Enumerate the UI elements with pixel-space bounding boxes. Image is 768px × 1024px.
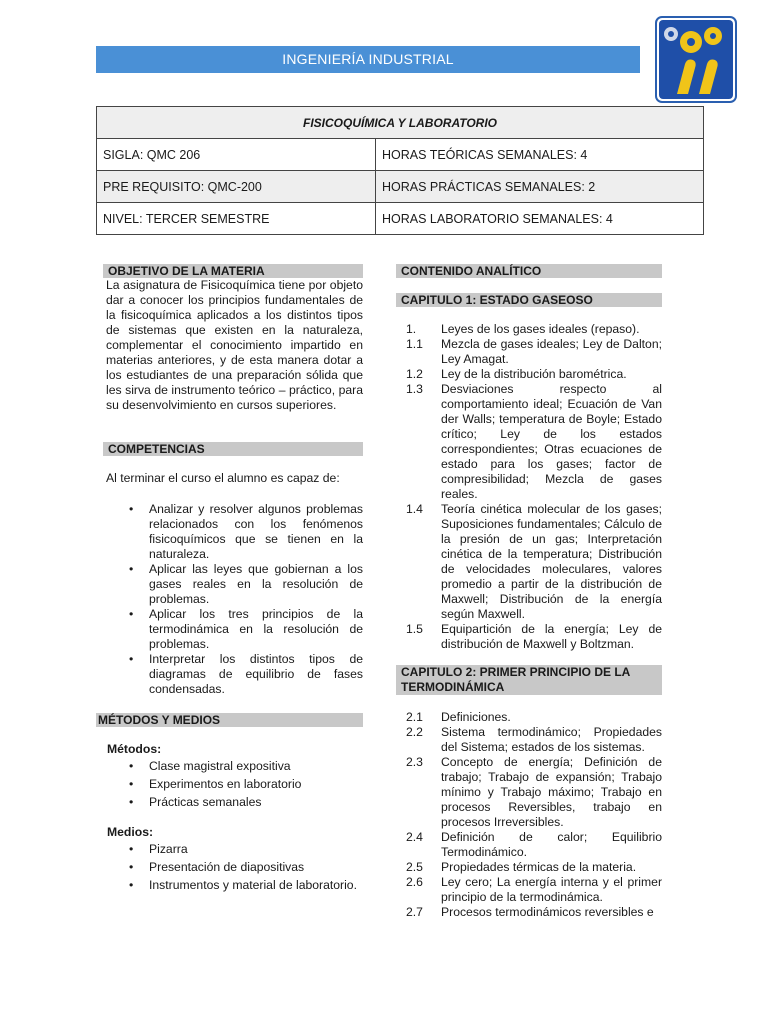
list-item: 1.1 Mezcla de gases ideales; Ley de Dalton; Ley Amagat. (406, 337, 662, 366)
list-item: • Prácticas semanales (103, 793, 363, 811)
list-item: 2.5 Propiedades térmicas de la materia. (406, 860, 637, 874)
list-item: 2.1 Definiciones. (406, 710, 511, 724)
list-item: 2.7 Procesos termodinámicos reversibles e (406, 905, 654, 919)
list-item: 1.2 Ley de la distribución barométrica. (406, 367, 627, 381)
list-item: • Presentación de diapositivas (103, 858, 363, 876)
cap1-list (396, 322, 662, 652)
list-item: 1.3 Desviaciones respecto al comportamiento ideal; Ecuación de Van der Walls; temperatura de Boyle; Estado crítico; Ley de los estados correspondientes; Otras ecuaciones de estado para los gases; factor de compresibilidad; Mezcla de gases reales. (406, 382, 662, 501)
list-item: • Experimentos en laboratorio (103, 775, 363, 793)
competencias-list (103, 502, 363, 697)
list-item: 1.5 Equipartición de la energía; Ley de distribución de Maxwell y Boltzman. (406, 622, 662, 651)
metodos-section (96, 713, 363, 894)
list-item: 2.4 Definición de calor; Equilibrio Termodinámico. (406, 830, 662, 859)
metodos-heading: MÉTODOS Y MEDIOS (96, 713, 363, 727)
table-cell: NIVEL: TERCER SEMESTRE (97, 203, 376, 235)
table-cell: PRE REQUISITO: QMC-200 (97, 171, 376, 203)
table-cell: HORAS LABORATORIO SEMANALES: 4 (376, 203, 704, 235)
metodos-label: Métodos: (107, 742, 162, 756)
list-item: 2.3 Concepto de energía; Definición de trabajo; Trabajo de expansión; Trabajo mínimo y Trabajo máximo; Trabajo en procesos Reversibles, trabajo en procesos Irreversibles. (406, 755, 662, 829)
list-item: 1. Leyes de los gases ideales (repaso). (406, 322, 640, 336)
cap2-section (396, 665, 662, 920)
medios-label: Medios: (107, 825, 154, 839)
objetivo-heading: OBJETIVO DE LA MATERIA (103, 264, 363, 278)
table-cell: SIGLA: QMC 206 (97, 139, 376, 171)
gear-icon-small (664, 27, 678, 41)
table-cell: HORAS PRÁCTICAS SEMANALES: 2 (376, 171, 704, 203)
competencias-section (103, 442, 363, 697)
medios-list (96, 840, 363, 894)
contenido-heading: CONTENIDO ANALÍTICO (396, 264, 662, 278)
list-item: • Aplicar las leyes que gobiernan a los gases reales en la resolución de problemas. (103, 562, 363, 607)
list-item: • Pizarra (103, 840, 363, 858)
competencias-heading: COMPETENCIAS (103, 442, 363, 456)
cap2-list (396, 710, 662, 920)
list-item: 2.6 Ley cero; La energía interna y el primer principio de la termodinámica. (406, 875, 662, 904)
list-item: 2.2 Sistema termodinámico; Propiedades del Sistema; estados de los sistemas. (406, 725, 662, 754)
list-item: 1.4 Teoría cinética molecular de los gases; Suposiciones fundamentales; Cálculo de la presión de un gas; Interpretación cinética de la temperatura; Distribución de velocidades moleculares, valores promedio a partir de la distribución de Maxwell; Distribución de la energía según Maxwell. (406, 502, 662, 621)
cap1-heading: CAPITULO 1: ESTADO GASEOSO (396, 293, 662, 307)
contenido-section (396, 264, 662, 652)
objetivo-section (103, 264, 363, 413)
metodos-list (96, 757, 363, 811)
competencias-intro: Al terminar el curso el alumno es capaz de: (106, 471, 340, 485)
objetivo-text: La asignatura de Fisicoquímica tiene por objeto dar a conocer los principios fundamentales de la fisicoquímica aplicados a los distintos tipos de sistemas que existen en la naturaleza, complementar el conocimiento impartido en materias anteriores, y de esta manera dotar a los estudiantes de una preparación sólida que les sirva de instrumento teórico – práctico, para su desenvolvimiento en cursos superiores. (106, 278, 363, 412)
program-banner: INGENIERÍA INDUSTRIAL (96, 46, 640, 73)
list-item: • Instrumentos y material de laboratorio. (103, 876, 363, 894)
ingenieria-industrial-logo (655, 16, 737, 103)
cap2-heading: CAPITULO 2: PRIMER PRINCIPIO DE LA TERMODINÁMICA (396, 665, 662, 695)
list-item: • Clase magistral expositiva (103, 757, 363, 775)
course-title: FISICOQUÍMICA Y LABORATORIO (97, 107, 704, 139)
list-item: • Interpretar los distintos tipos de diagramas de equilibrio de fases condensadas. (103, 652, 363, 697)
list-item: • Aplicar los tres principios de la termodinámica en la resolución de problemas. (103, 607, 363, 652)
course-info-table (96, 106, 704, 235)
table-cell: HORAS TEÓRICAS SEMANALES: 4 (376, 139, 704, 171)
list-item: • Analizar y resolver algunos problemas relacionados con los fenómenos fisicoquímicos que se tienen en la naturaleza. (103, 502, 363, 562)
